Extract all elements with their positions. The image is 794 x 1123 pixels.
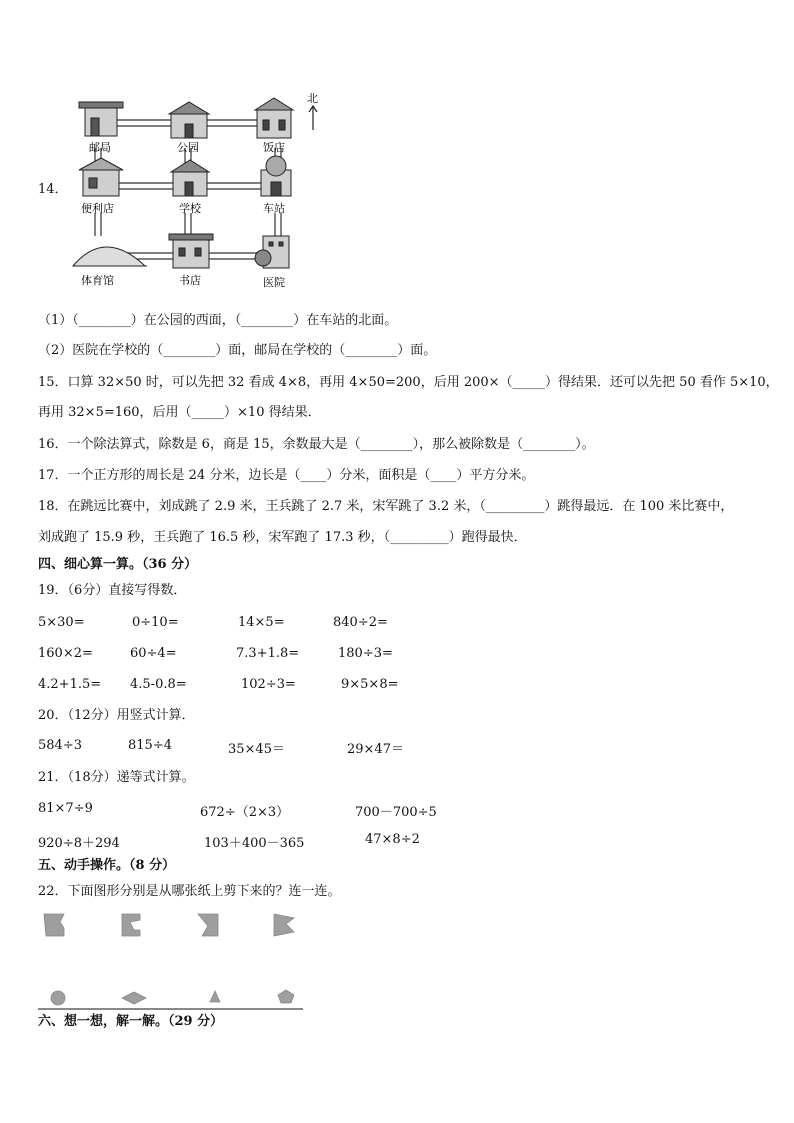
north-label: 北 <box>307 92 318 105</box>
park-icon <box>169 102 209 138</box>
q22: 22．下面图形分别是从哪张纸上剪下来的？连一连。 <box>38 884 341 899</box>
section-5-heading: 五、动手操作。（8 分） <box>38 858 176 873</box>
q15-line2: 再用 32×5=160，后用（_____）×10 得结果． <box>38 405 321 420</box>
post-office-icon <box>79 102 123 136</box>
gym-icon <box>73 247 147 266</box>
svg-text:饭店: 饭店 <box>263 141 285 154</box>
q18-line2: 刘成跑了 15.9 秒，王兵跑了 16.5 秒，宋军跑了 17.3 秒，（_________）跑得最快． <box>38 530 527 545</box>
direction-map <box>65 88 330 298</box>
store-icon <box>79 158 123 196</box>
q16: 16．一个除法算式，除数是 6，商是 15，余数最大是（________），那么被除数是（________）。 <box>38 437 595 452</box>
circle-shape-icon <box>51 991 65 1005</box>
hospital-icon <box>255 236 289 268</box>
paper-shape-1-icon <box>44 914 64 936</box>
svg-text:医院: 医院 <box>263 276 285 289</box>
bookstore-icon <box>169 234 213 268</box>
q14-number: 14． <box>38 182 68 197</box>
cutout-shapes <box>38 908 308 1013</box>
svg-text:体育馆: 体育馆 <box>81 274 114 287</box>
triangle-shape-icon <box>210 991 220 1002</box>
paper-shape-3-icon <box>198 914 218 936</box>
svg-text:学校: 学校 <box>179 202 201 215</box>
q14-part2: （2）医院在学校的（________）面，邮局在学校的（________）面。 <box>38 343 437 358</box>
svg-text:书店: 书店 <box>179 274 201 287</box>
q21-title: 21．（18分）递等式计算。 <box>38 770 195 785</box>
svg-text:邮局: 邮局 <box>89 141 111 154</box>
q17: 17．一个正方形的周长是 24 分米，边长是（____）分米，面积是（____）平方分米。 <box>38 468 535 483</box>
q15-line1: 15．口算 32×50 时，可以先把 32 看成 4×8，再用 4×50=200，后用 200×（_____）得结果．还可以先把 50 看作 5×10， <box>38 375 779 390</box>
rhombus-shape-icon <box>122 992 146 1004</box>
paper-shape-4-icon <box>274 914 294 936</box>
north-arrow-icon <box>309 106 317 130</box>
section-6-heading: 六、想一想，解一解。（29 分） <box>38 1014 224 1029</box>
station-icon <box>261 156 291 196</box>
section-4-heading: 四、细心算一算。（36 分） <box>38 557 198 572</box>
paper-shape-2-icon <box>122 914 140 936</box>
q18-line1: 18．在跳远比赛中，刘成跳了 2.9 米，王兵跳了 2.7 米，宋军跳了 3.2 米，（_________）跳得最远．在 100 米比赛中， <box>38 499 734 514</box>
svg-text:公园: 公园 <box>177 141 199 154</box>
svg-text:车站: 车站 <box>263 202 285 215</box>
svg-text:便利店: 便利店 <box>81 202 114 215</box>
pentagon-shape-icon <box>278 990 294 1003</box>
q20-title: 20．（12分）用竖式计算． <box>38 708 195 723</box>
restaurant-icon <box>255 98 293 138</box>
school-icon <box>171 160 209 196</box>
q14-part1: （1）（________）在公园的西面，（________）在车站的北面。 <box>38 313 398 328</box>
q19-title: 19．（6分）直接写得数． <box>38 583 187 598</box>
